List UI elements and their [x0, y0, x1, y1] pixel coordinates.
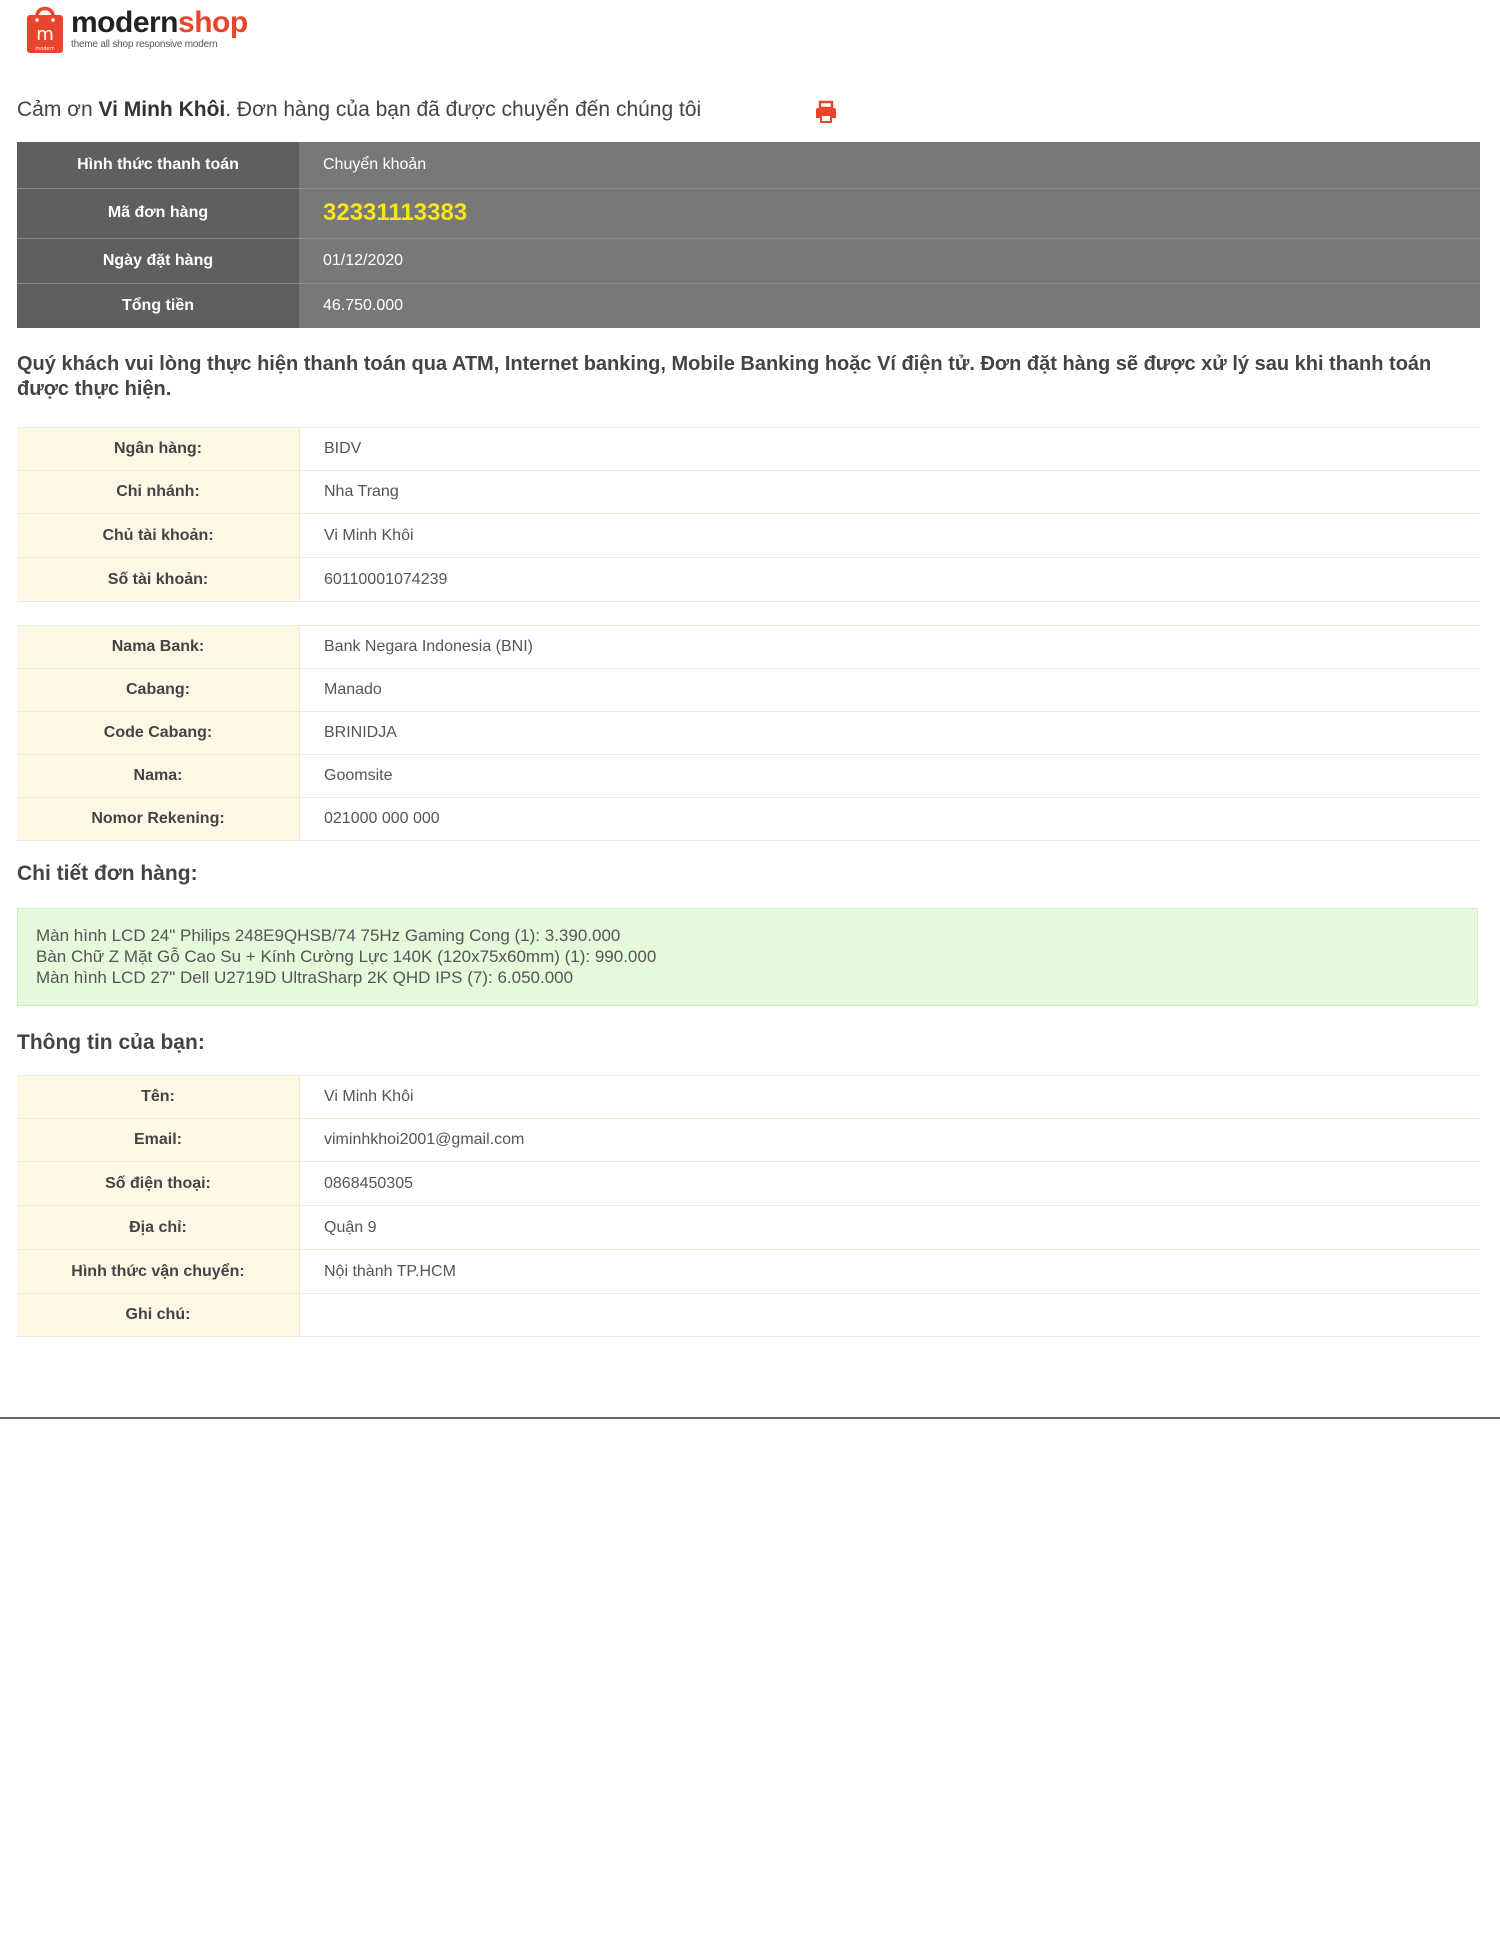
summary-value: 01/12/2020: [299, 238, 1480, 283]
table-row: [17, 428, 1480, 471]
logo-bag-letter: m: [36, 24, 54, 45]
customer-info-table: [17, 1075, 1480, 1337]
logo-tagline: theme all shop responsive modern: [71, 39, 218, 50]
summary-label: Ngày đặt hàng: [17, 238, 299, 283]
order-item: Màn hình LCD 27" Dell U2719D UltraSharp 2K QHD IPS (7): 6.050.000: [36, 968, 574, 987]
row-label: Số điện thoại:: [17, 1162, 300, 1206]
bank-info-table-id: [17, 625, 1480, 841]
table-row: [17, 1206, 1480, 1250]
row-value: 0868450305: [300, 1162, 1481, 1206]
table-row: [17, 471, 1480, 514]
table-row: [17, 798, 1480, 841]
row-value: Goomsite: [300, 755, 1481, 798]
row-value: 021000 000 000: [300, 798, 1481, 841]
table-row: [17, 514, 1480, 558]
order-item: Màn hình LCD 24" Philips 248E9QHSB/74 75Hz Gaming Cong (1): 3.390.000: [36, 926, 621, 945]
summary-row-total: [17, 283, 1480, 328]
row-label: Nomor Rekening:: [17, 798, 300, 841]
logo-name-shop: shop: [178, 6, 248, 39]
summary-value: Chuyển khoản: [299, 142, 1480, 188]
order-details-box: [17, 908, 1478, 1006]
order-code: 32331113383: [323, 199, 468, 226]
row-value: [300, 1294, 1481, 1337]
table-row: [17, 1250, 1480, 1294]
row-label: Ghi chú:: [17, 1294, 300, 1337]
table-row: [17, 1162, 1480, 1206]
thank-you-message: [17, 98, 701, 122]
row-label: Chi nhánh:: [17, 471, 300, 514]
row-label: Email:: [17, 1119, 300, 1162]
footer-divider: [0, 1417, 1500, 1419]
row-value: Nha Trang: [300, 471, 1481, 514]
logo-bag-caption: modern: [35, 46, 55, 52]
customer-info-title: Thông tin của bạn:: [17, 1031, 205, 1054]
row-label: Hình thức vận chuyển:: [17, 1250, 300, 1294]
summary-value: [299, 188, 1480, 238]
row-value: Nội thành TP.HCM: [300, 1250, 1481, 1294]
logo-name: [71, 8, 248, 38]
row-value: 60110001074239: [300, 558, 1481, 602]
row-label: Nama:: [17, 755, 300, 798]
row-label: Số tài khoản:: [17, 558, 300, 602]
payment-notice: Quý khách vui lòng thực hiện thanh toán qua ATM, Internet banking, Mobile Banking hoặc Ví điện tử. Đơn đặt hàng sẽ được xử lý sau khi thanh toán được thực hiện.: [17, 353, 1432, 400]
summary-row-order-date: [17, 238, 1480, 283]
row-label: Cabang:: [17, 669, 300, 712]
summary-label: Tổng tiền: [17, 283, 299, 328]
row-label: Tên:: [17, 1076, 300, 1119]
table-row: [17, 669, 1480, 712]
summary-label: Hình thức thanh toán: [17, 142, 299, 188]
row-value: Bank Negara Indonesia (BNI): [300, 626, 1481, 669]
table-row: [17, 626, 1480, 669]
thanks-prefix: Cảm ơn: [17, 98, 99, 121]
row-value: Vi Minh Khôi: [300, 1076, 1481, 1119]
summary-label: Mã đơn hàng: [17, 188, 299, 238]
row-value: Vi Minh Khôi: [300, 514, 1481, 558]
table-row: [17, 1076, 1480, 1119]
row-value: Quận 9: [300, 1206, 1481, 1250]
row-value: Manado: [300, 669, 1481, 712]
summary-row-order-code: [17, 188, 1480, 238]
site-logo[interactable]: [26, 2, 248, 58]
summary-row-payment-method: [17, 142, 1480, 188]
shopping-bag-icon: [26, 2, 64, 54]
row-value: BRINIDJA: [300, 712, 1481, 755]
row-label: Nama Bank:: [17, 626, 300, 669]
logo-name-modern: modern: [71, 6, 179, 39]
row-value: viminhkhoi2001@gmail.com: [300, 1119, 1481, 1162]
row-label: Địa chỉ:: [17, 1206, 300, 1250]
thanks-suffix: . Đơn hàng của bạn đã được chuyển đến chúng tôi: [225, 98, 702, 121]
row-value: BIDV: [300, 428, 1481, 471]
table-row: [17, 1294, 1480, 1337]
thanks-customer-name: Vi Minh Khôi: [98, 98, 226, 121]
order-summary-table: [17, 142, 1480, 328]
summary-value: 46.750.000: [299, 283, 1480, 328]
row-label: Chủ tài khoản:: [17, 514, 300, 558]
row-label: Code Cabang:: [17, 712, 300, 755]
printer-icon[interactable]: [814, 100, 838, 124]
table-row: [17, 712, 1480, 755]
order-details-title: Chi tiết đơn hàng:: [17, 862, 198, 885]
table-row: [17, 1119, 1480, 1162]
row-label: Ngân hàng:: [17, 428, 300, 471]
order-item: Bàn Chữ Z Mặt Gỗ Cao Su + Kính Cường Lực 140K (120x75x60mm) (1): 990.000: [36, 947, 657, 966]
logo-text: [71, 8, 248, 50]
table-row: [17, 755, 1480, 798]
table-row: [17, 558, 1480, 602]
bank-info-table-vn: [17, 427, 1480, 602]
